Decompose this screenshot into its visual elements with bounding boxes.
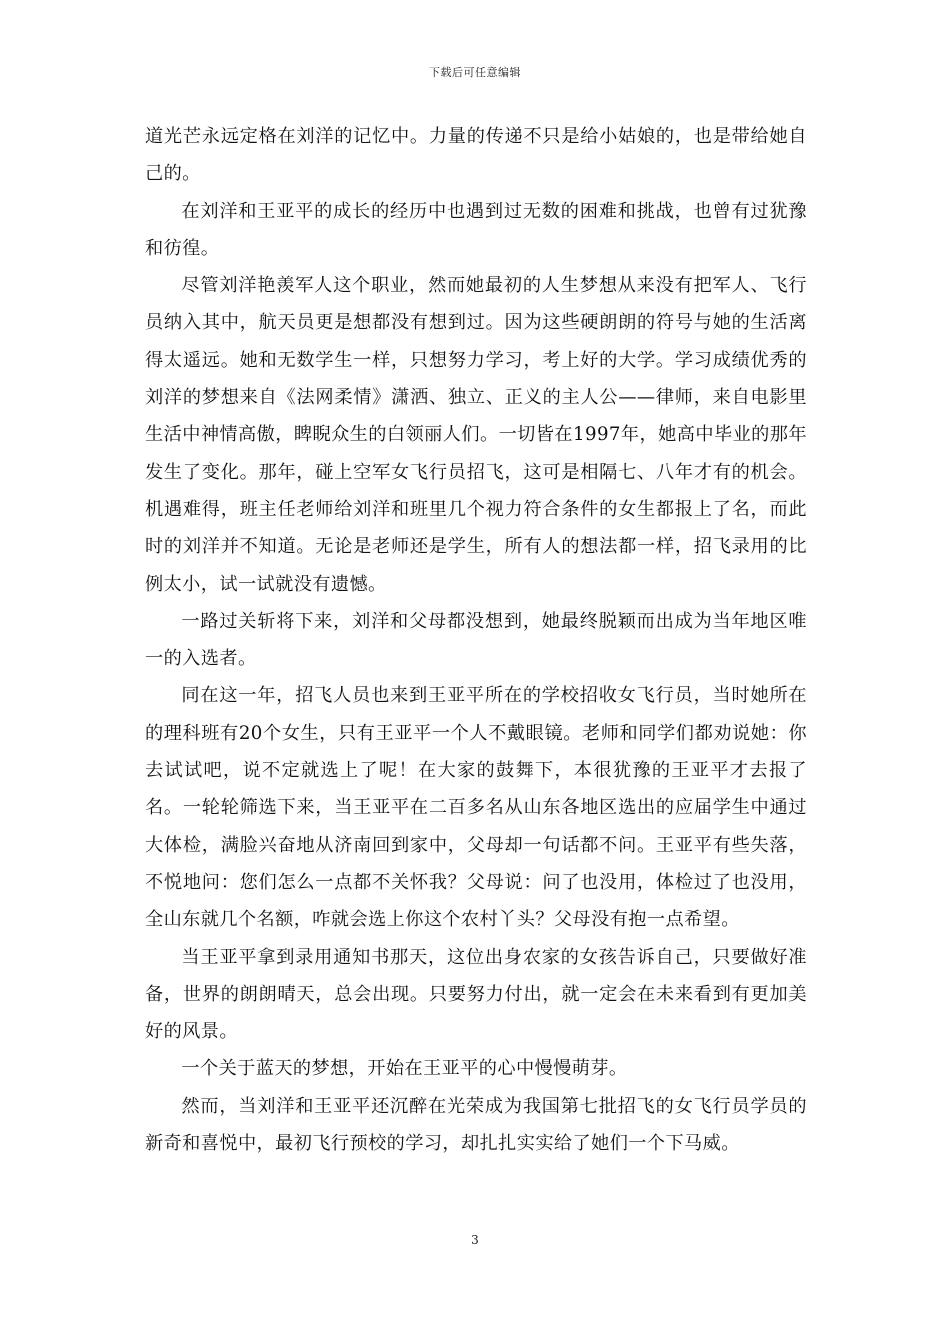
paragraph-7: 一个关于蓝天的梦想，开始在王亚平的心中慢慢萌芽。 [181,1058,628,1080]
paragraph-3: 尽管刘洋艳羡军人这个职业，然而她最初的人生梦想从来没有把军人、飞行员纳入其中，航天员更是想都没有想到过。因为这些硬朗朗的符号与她的生活离得太遥远。她和无数学生一样，只想努力学习，考上好的大学。学习成绩优秀的刘洋的梦想来自《法网柔情》潇洒、独立、正义的主人公——律师，来自电影里生活中神情高傲，睥睨众生的白领丽人们。一切皆在1997年，她高中毕业的那年发生了变化。那年，碰上空军女飞行员招飞，这可是相隔七、八年才有的机会。机遇难得，班主任老师给刘洋和班里几个视力符合条件的女生都报上了名，而此时的刘洋并不知道。无论是老师还是学生，所有人的想法都一样，招飞录用的比例太小，试一试就没有遗憾。 [145,275,807,595]
document-body [145,118,807,1162]
paragraph-4: 一路过关斩将下来，刘洋和父母都没想到，她最终脱颖而出成为当年地区唯一的入选者。 [145,610,807,670]
page-number: 3 [471,1233,479,1247]
paragraph-8: 然而，当刘洋和王亚平还沉醉在光荣成为我国第七批招飞的女飞行员学员的新奇和喜悦中，最初飞行预校的学习，却扎扎实实给了她们一个下马威。 [145,1095,807,1155]
page-header: 下载后可任意编辑 [429,66,521,79]
paragraph-5: 同在这一年，招飞人员也来到王亚平所在的学校招收女飞行员，当时她所在的理科班有20个女生，只有王亚平一个人不戴眼镜。老师和同学们都劝说她：你去试试吧，说不定就选上了呢！在大家的鼓舞下，本很犹豫的王亚平才去报了名。一轮轮筛选下来，当王亚平在二百多名从山东各地区选出的应届学生中通过大体检，满脸兴奋地从济南回到家中，父母却一句话都不问。王亚平有些失落，不悦地问：您们怎么一点都不关怀我？父母说：问了也没用，体检过了也没用，全山东就几个名额，咋就会选上你这个农村丫头？父母没有抱一点希望。 [145,685,807,931]
paragraph-6: 当王亚平拿到录用通知书那天，这位出身农家的女孩告诉自己，只要做好准备，世界的朗朗晴天，总会出现。只要努力付出，就一定会在未来看到有更加美好的风景。 [145,946,807,1043]
paragraph-2: 在刘洋和王亚平的成长的经历中也遇到过无数的困难和挑战，也曾有过犹豫和彷徨。 [145,200,807,259]
paragraph-1: 道光芒永远定格在刘洋的记忆中。力量的传递不只是给小姑娘的，也是带给她自己的。 [145,126,807,185]
